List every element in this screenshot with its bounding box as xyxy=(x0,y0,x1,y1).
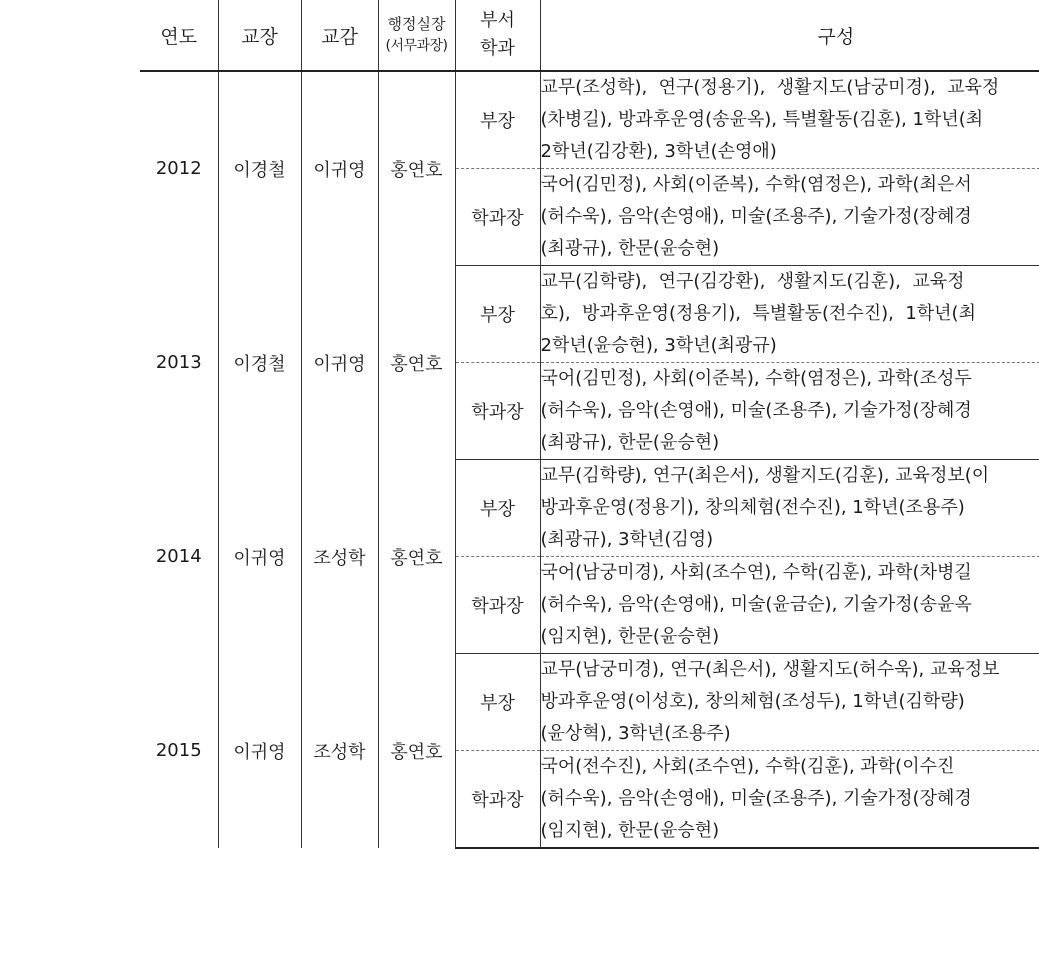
composition-cell xyxy=(540,266,1039,363)
composition-line: (임지현), 한문(윤승현) xyxy=(540,626,720,647)
admin-head-cell: 홍연호 xyxy=(378,266,455,460)
admin-head-cell: 홍연호 xyxy=(378,460,455,654)
table-row xyxy=(140,71,1039,169)
composition-line: (윤상혁), 3학년(조용주) xyxy=(540,723,731,744)
admin-head-cell: 홍연호 xyxy=(378,71,455,266)
composition-cell xyxy=(540,751,1039,849)
composition-line: (임지현), 한문(윤승현) xyxy=(540,820,720,841)
composition-line: (허수욱), 음악(손영애), 미술(윤금순), 기술가정(송윤옥 xyxy=(540,594,972,615)
principal-cell: 이귀영 xyxy=(218,654,301,849)
section-type-cell: 부장 xyxy=(455,71,540,169)
staff-table-page xyxy=(140,0,1039,902)
composition-line: (허수욱), 음악(손영애), 미술(조용주), 기술가정(장혜경 xyxy=(540,400,972,421)
header-dept xyxy=(455,0,540,71)
composition-line: 국어(김민정), 사회(이준복), 수학(염정은), 과학(최은서 xyxy=(540,174,972,195)
header-admin-head-line2: (서무과장) xyxy=(385,38,448,54)
section-type-cell: 학과장 xyxy=(455,169,540,266)
year-cell: 2014 xyxy=(140,460,218,654)
composition-line: 국어(김민정), 사회(이준복), 수학(염정은), 과학(조성두 xyxy=(540,368,972,389)
year-cell: 2013 xyxy=(140,266,218,460)
section-type-cell: 학과장 xyxy=(455,363,540,460)
composition-line: 2학년(윤승현), 3학년(최광규) xyxy=(540,335,777,356)
composition-line: (최광규), 한문(윤승현) xyxy=(540,238,720,259)
section-type-cell: 학과장 xyxy=(455,751,540,849)
table-row xyxy=(140,460,1039,557)
vice-principal-cell: 조성학 xyxy=(301,460,378,654)
composition-line: (허수욱), 음악(손영애), 미술(조용주), 기술가정(장혜경 xyxy=(540,206,972,227)
header-composition: 구성 xyxy=(540,0,1039,71)
principal-cell: 이귀영 xyxy=(218,460,301,654)
composition-line: (차병길), 방과후운영(송윤옥), 특별활동(김훈), 1학년(최 xyxy=(540,109,984,130)
header-vice-principal: 교감 xyxy=(301,0,378,71)
composition-line: (허수욱), 음악(손영애), 미술(조용주), 기술가정(장혜경 xyxy=(540,788,972,809)
composition-line: 교무(김학량), 연구(최은서), 생활지도(김훈), 교육정보(이 xyxy=(540,465,990,486)
table-row xyxy=(140,654,1039,751)
composition-line: 방과후운영(이성호), 창의체험(조성두), 1학년(김학량) xyxy=(540,691,965,712)
header-admin-head-line1: 행정실장 xyxy=(387,15,446,33)
composition-cell xyxy=(540,557,1039,654)
section-type-cell: 부장 xyxy=(455,266,540,363)
principal-cell: 이경철 xyxy=(218,266,301,460)
header-dept-line2: 학과 xyxy=(480,38,515,59)
composition-cell xyxy=(540,460,1039,557)
composition-cell xyxy=(540,169,1039,266)
principal-cell: 이경철 xyxy=(218,71,301,266)
composition-cell xyxy=(540,654,1039,751)
composition-line: 교무(조성학), 연구(정용기), 생활지도(남궁미경), 교육정 xyxy=(540,77,1000,98)
section-type-cell: 부장 xyxy=(455,460,540,557)
admin-head-cell: 홍연호 xyxy=(378,654,455,849)
composition-cell xyxy=(540,363,1039,460)
header-row xyxy=(140,0,1039,71)
header-principal: 교장 xyxy=(218,0,301,71)
header-dept-line1: 부서 xyxy=(480,10,515,31)
composition-line: (최광규), 한문(윤승현) xyxy=(540,432,720,453)
section-type-cell: 학과장 xyxy=(455,557,540,654)
composition-line: 국어(남궁미경), 사회(조수연), 수학(김훈), 과학(차병길 xyxy=(540,562,972,583)
composition-line: 교무(김학량), 연구(김강환), 생활지도(김훈), 교육정 xyxy=(540,271,965,292)
composition-cell xyxy=(540,71,1039,169)
composition-line: 국어(전수진), 사회(조수연), 수학(김훈), 과학(이수진 xyxy=(540,756,955,777)
vice-principal-cell: 이귀영 xyxy=(301,71,378,266)
year-cell: 2012 xyxy=(140,71,218,266)
header-year: 연도 xyxy=(140,0,218,71)
composition-line: 교무(남궁미경), 연구(최은서), 생활지도(허수욱), 교육정보 xyxy=(540,659,1000,680)
year-cell: 2015 xyxy=(140,654,218,849)
vice-principal-cell: 조성학 xyxy=(301,654,378,849)
section-type-cell: 부장 xyxy=(455,654,540,751)
composition-line: (최광규), 3학년(김영) xyxy=(540,529,714,550)
staff-organization-table xyxy=(140,0,1039,849)
composition-line: 2학년(김강환), 3학년(손영애) xyxy=(540,141,777,162)
composition-line: 방과후운영(정용기), 창의체험(전수진), 1학년(조용주) xyxy=(540,497,965,518)
composition-line: 호), 방과후운영(정용기), 특별활동(전수진), 1학년(최 xyxy=(540,303,976,324)
table-row xyxy=(140,266,1039,363)
header-admin-head xyxy=(378,0,455,71)
vice-principal-cell: 이귀영 xyxy=(301,266,378,460)
